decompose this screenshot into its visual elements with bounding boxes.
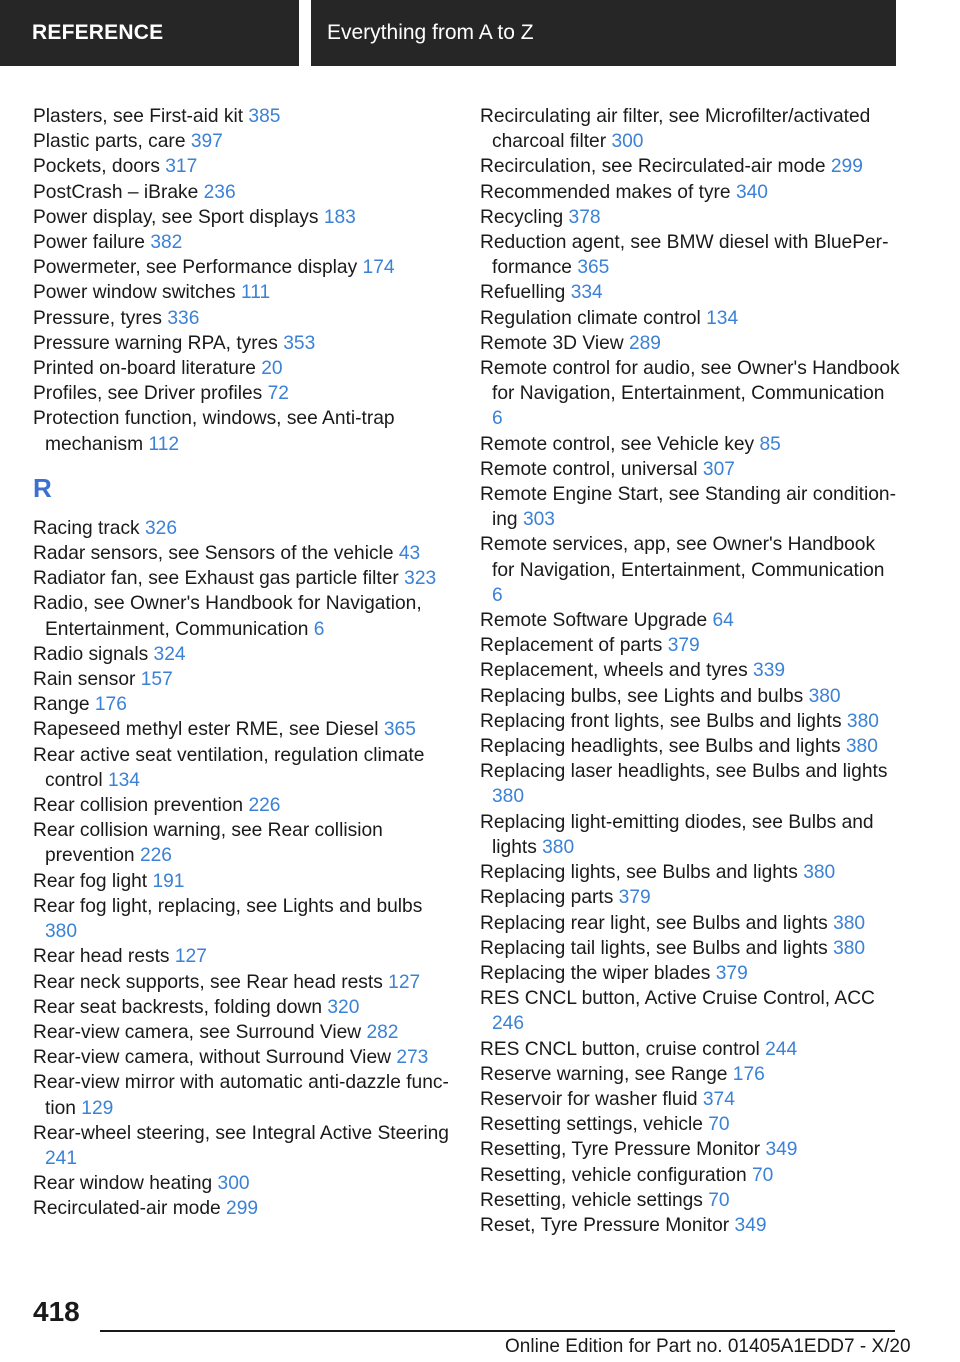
index-entry-text: Replacing tail lights, see Bulbs and lights bbox=[480, 937, 828, 959]
index-entry bbox=[33, 970, 453, 995]
page-reference-link[interactable]: 380 bbox=[808, 685, 841, 707]
index-entry bbox=[480, 331, 900, 356]
index-column-left bbox=[33, 104, 453, 1222]
page-reference-link[interactable]: 300 bbox=[611, 131, 644, 153]
index-entry-text: Remote Engine Start, see Standing air conditioning bbox=[480, 484, 896, 531]
index-entry bbox=[480, 306, 900, 331]
index-entry bbox=[33, 995, 453, 1020]
index-entry bbox=[33, 1045, 453, 1070]
index-entry-text: Rain sensor bbox=[33, 669, 136, 691]
index-entry bbox=[480, 986, 900, 1036]
index-entry bbox=[480, 154, 900, 179]
index-entry-text: Rear head rests bbox=[33, 946, 170, 968]
index-entry bbox=[480, 356, 900, 432]
index-entry-text: Regulation climate control bbox=[480, 307, 701, 329]
index-entry bbox=[480, 1087, 900, 1112]
index-entry-text: Resetting settings, vehicle bbox=[480, 1114, 703, 1136]
index-entry-text: Replacing parts bbox=[480, 887, 614, 909]
index-entry bbox=[33, 154, 453, 179]
index-entry bbox=[33, 944, 453, 969]
page-number: 418 bbox=[33, 1296, 80, 1327]
index-entry bbox=[33, 541, 453, 566]
page-reference-link[interactable]: 273 bbox=[396, 1047, 429, 1069]
index-entry bbox=[33, 255, 453, 280]
index-entry-text: Recirculated-air mode bbox=[33, 1198, 221, 1220]
page-reference-link[interactable]: 380 bbox=[542, 836, 575, 858]
page-reference-link[interactable]: 6 bbox=[313, 618, 325, 640]
index-entry bbox=[33, 717, 453, 742]
page-header bbox=[0, 0, 960, 66]
index-entry bbox=[33, 205, 453, 230]
page-reference-link[interactable]: 236 bbox=[203, 181, 236, 203]
index-entry bbox=[33, 743, 453, 793]
index-entry-text: Remote services, app, see Owner's Handbook for Navigation, Entertainment, Communication bbox=[480, 534, 885, 581]
index-entry bbox=[480, 1037, 900, 1062]
section-label: REFERENCE bbox=[0, 0, 299, 66]
page-reference-link[interactable]: 380 bbox=[45, 921, 78, 943]
page-reference-link[interactable]: 176 bbox=[732, 1063, 765, 1085]
index-entry-text: Replacing rear light, see Bulbs and lights bbox=[480, 912, 828, 934]
page-reference-link[interactable]: 307 bbox=[702, 458, 735, 480]
index-entry bbox=[480, 280, 900, 305]
index-entry-text: Profiles, see Driver profiles bbox=[33, 383, 263, 405]
index-entry bbox=[480, 885, 900, 910]
index-entry bbox=[33, 869, 453, 894]
index-entry-text: Power failure bbox=[33, 232, 145, 254]
page-reference-link[interactable]: 299 bbox=[226, 1198, 259, 1220]
index-entry bbox=[480, 104, 900, 154]
index-entry bbox=[480, 482, 900, 532]
index-entry bbox=[480, 230, 900, 280]
index-entry-text: Reset, Tyre Pressure Monitor bbox=[480, 1214, 730, 1236]
page-reference-link[interactable]: 380 bbox=[492, 786, 525, 808]
index-entry bbox=[480, 961, 900, 986]
index-entry bbox=[480, 532, 900, 608]
page-reference-link[interactable]: 326 bbox=[144, 517, 177, 539]
index-entry bbox=[33, 566, 453, 591]
page-reference-link[interactable]: 379 bbox=[618, 887, 651, 909]
page-reference-link[interactable]: 64 bbox=[712, 610, 734, 632]
index-entry-text: Power display, see Sport displays bbox=[33, 206, 319, 228]
page-reference-link[interactable]: 226 bbox=[139, 845, 172, 867]
index-entry bbox=[33, 516, 453, 541]
index-entry bbox=[33, 104, 453, 129]
page-reference-link[interactable]: 191 bbox=[152, 870, 185, 892]
index-entry-text: Protection function, windows, see Anti-trap mechanism bbox=[33, 408, 395, 455]
index-entry-text: Reserve warning, see Range bbox=[480, 1063, 728, 1085]
page-reference-link[interactable]: 320 bbox=[327, 996, 360, 1018]
index-entry bbox=[480, 432, 900, 457]
index-entry bbox=[33, 356, 453, 381]
page-reference-link[interactable]: 6 bbox=[492, 584, 503, 606]
page-reference-link[interactable]: 226 bbox=[248, 795, 281, 817]
index-entry-text: PostCrash – iBrake bbox=[33, 181, 199, 203]
page-reference-link[interactable]: 20 bbox=[261, 358, 283, 380]
page-reference-link[interactable]: 157 bbox=[140, 669, 173, 691]
page-reference-link[interactable]: 241 bbox=[45, 1147, 78, 1169]
index-entry-text: Powermeter, see Performance display bbox=[33, 257, 358, 279]
index-entry bbox=[33, 381, 453, 406]
index-column-right bbox=[480, 104, 900, 1238]
page-reference-link[interactable]: 365 bbox=[383, 719, 416, 741]
index-entry-text: Remote control, universal bbox=[480, 458, 698, 480]
index-entry-text: Replacement of parts bbox=[480, 635, 663, 657]
index-entry-text: Plastic parts, care bbox=[33, 131, 186, 153]
page-reference-link[interactable]: 244 bbox=[765, 1038, 798, 1060]
index-entry bbox=[33, 692, 453, 717]
index-entry-text: Recommended makes of tyre bbox=[480, 181, 731, 203]
page-reference-link[interactable]: 299 bbox=[830, 156, 863, 178]
footer-divider bbox=[100, 1330, 895, 1332]
page-reference-link[interactable]: 349 bbox=[765, 1139, 798, 1161]
index-entry-text: Replacing light-emitting diodes, see Bulbs and lights bbox=[480, 811, 874, 858]
index-letter-heading: R bbox=[33, 472, 52, 503]
index-entry bbox=[33, 306, 453, 331]
page-reference-link[interactable]: 72 bbox=[267, 383, 289, 405]
page-reference-link[interactable]: 176 bbox=[94, 694, 127, 716]
page-reference-link[interactable]: 289 bbox=[628, 332, 661, 354]
index-entry bbox=[33, 1121, 453, 1171]
page-reference-link[interactable]: 379 bbox=[715, 962, 748, 984]
index-entry-text: Replacing front lights, see Bulbs and lights bbox=[480, 710, 842, 732]
index-entry-text: Recirculation, see Recirculated-air mode bbox=[480, 156, 826, 178]
index-entry-text: Radio, see Owner's Handbook for Navigation, Entertainment, Communication bbox=[33, 593, 422, 640]
index-entry-text: Replacing headlights, see Bulbs and lights bbox=[480, 736, 841, 758]
index-entry bbox=[480, 911, 900, 936]
page-reference-link[interactable]: 380 bbox=[846, 710, 879, 732]
page-reference-link[interactable]: 380 bbox=[833, 937, 866, 959]
index-entry bbox=[480, 608, 900, 633]
page-reference-link[interactable]: 334 bbox=[570, 282, 603, 304]
index-entry-text: Radio signals bbox=[33, 643, 149, 665]
page-reference-link[interactable]: 183 bbox=[323, 206, 356, 228]
index-entry bbox=[33, 180, 453, 205]
index-entry bbox=[33, 230, 453, 255]
index-entry bbox=[480, 936, 900, 961]
index-entry-text: Replacing bulbs, see Lights and bulbs bbox=[480, 685, 804, 707]
index-entry-text: Rear fog light, replacing, see Lights and bulbs bbox=[33, 895, 423, 917]
index-entry bbox=[33, 1070, 453, 1120]
index-entry-text: Rear window heating bbox=[33, 1173, 213, 1195]
index-entry bbox=[480, 1062, 900, 1087]
index-entry bbox=[33, 591, 453, 641]
index-entry-text: Recycling bbox=[480, 206, 564, 228]
index-entry-text: Radar sensors, see Sensors of the vehicle bbox=[33, 543, 394, 565]
index-entry-text: Rear-view camera, without Surround View bbox=[33, 1047, 391, 1069]
page-reference-link[interactable]: 129 bbox=[81, 1097, 114, 1119]
page-reference-link[interactable]: 85 bbox=[759, 433, 781, 455]
page-reference-link[interactable]: 380 bbox=[845, 736, 878, 758]
index-entry bbox=[480, 658, 900, 683]
index-entry-text: Remote control for audio, see Owner's Handbook for Navigation, Entertainment, Communication bbox=[480, 358, 900, 405]
index-entry bbox=[480, 810, 900, 860]
index-entry bbox=[480, 205, 900, 230]
page-reference-link[interactable]: 246 bbox=[492, 1013, 525, 1035]
page-reference-link[interactable]: 134 bbox=[706, 307, 739, 329]
index-entry-text: Pockets, doors bbox=[33, 156, 160, 178]
index-entry-text: Remote Software Upgrade bbox=[480, 610, 708, 632]
index-entry-text: Rear active seat ventilation, regulation climate control bbox=[33, 744, 425, 791]
page-reference-link[interactable]: 70 bbox=[708, 1189, 730, 1211]
edition-note: Online Edition for Part no. 01405A1EDD7 - X/20 bbox=[505, 1336, 911, 1357]
index-entry bbox=[33, 280, 453, 305]
index-entry bbox=[480, 709, 900, 734]
page-reference-link[interactable]: 323 bbox=[404, 568, 437, 590]
index-entry bbox=[33, 406, 453, 456]
page-reference-link[interactable]: 397 bbox=[190, 131, 223, 153]
index-entry-text: Rear-view mirror with automatic anti-dazzle function bbox=[33, 1072, 449, 1119]
index-entry-text: Rear collision prevention bbox=[33, 795, 244, 817]
index-entry bbox=[33, 642, 453, 667]
page-reference-link[interactable]: 339 bbox=[753, 660, 786, 682]
page-reference-link[interactable]: 379 bbox=[667, 635, 700, 657]
index-entry-text: Rear seat backrests, folding down bbox=[33, 996, 323, 1018]
index-entry bbox=[33, 793, 453, 818]
index-entry-text: Rear-wheel steering, see Integral Active Steering bbox=[33, 1122, 449, 1144]
index-entry-text: Rear-view camera, see Surround View bbox=[33, 1021, 362, 1043]
index-entry-text: RES CNCL button, cruise control bbox=[480, 1038, 760, 1060]
page-reference-link[interactable]: 43 bbox=[398, 543, 421, 565]
index-entry bbox=[480, 684, 900, 709]
index-entry-text: Resetting, Tyre Pressure Monitor bbox=[480, 1139, 761, 1161]
index-entry bbox=[33, 1196, 453, 1221]
page-reference-link[interactable]: 127 bbox=[388, 971, 421, 993]
index-entry bbox=[33, 1020, 453, 1045]
index-entry-text: Radiator fan, see Exhaust gas particle filter bbox=[33, 568, 399, 590]
page-reference-link[interactable]: 303 bbox=[522, 509, 555, 531]
index-entry-text: Power window switches bbox=[33, 282, 236, 304]
index-entry-text: Resetting, vehicle configuration bbox=[480, 1164, 747, 1186]
page-reference-link[interactable]: 365 bbox=[577, 257, 610, 279]
index-entry-text: Pressure, tyres bbox=[33, 307, 163, 329]
index-entry-text: Rapeseed methyl ester RME, see Diesel bbox=[33, 719, 379, 741]
index-entry-text: Range bbox=[33, 694, 90, 716]
index-entry bbox=[480, 734, 900, 759]
page-reference-link[interactable]: 385 bbox=[248, 106, 281, 127]
page-reference-link[interactable]: 317 bbox=[165, 156, 198, 178]
index-entry bbox=[480, 1112, 900, 1137]
index-entry-text: Plasters, see First-aid kit bbox=[33, 106, 244, 127]
chapter-title: Everything from A to Z bbox=[311, 0, 896, 66]
page-reference-link[interactable]: 382 bbox=[150, 232, 183, 254]
index-entry bbox=[480, 633, 900, 658]
index-entry-text: Recirculating air filter, see Microfilter/activated charcoal filter bbox=[480, 106, 871, 153]
index-entry bbox=[480, 860, 900, 885]
page-reference-link[interactable]: 380 bbox=[803, 862, 836, 884]
index-entry-text: Reduction agent, see BMW diesel with BluePerformance bbox=[480, 232, 889, 279]
page-reference-link[interactable]: 134 bbox=[107, 769, 140, 791]
index-entry-text: Racing track bbox=[33, 517, 140, 539]
page-reference-link[interactable]: 340 bbox=[735, 181, 768, 203]
page-reference-link[interactable]: 353 bbox=[283, 332, 316, 354]
index-entry bbox=[33, 894, 453, 944]
index-entry-text: Replacement, wheels and tyres bbox=[480, 660, 748, 682]
page-reference-link[interactable]: 336 bbox=[167, 307, 200, 329]
index-entry-text: Reservoir for washer fluid bbox=[480, 1088, 698, 1110]
index-entry-text: Printed on-board literature bbox=[33, 358, 256, 380]
index-entry-text: Remote 3D View bbox=[480, 332, 624, 354]
index-entry bbox=[480, 1188, 900, 1213]
index-entry bbox=[480, 1163, 900, 1188]
index-entry-text: Rear neck supports, see Rear head rests bbox=[33, 971, 383, 993]
index-entry-text: Resetting, vehicle settings bbox=[480, 1189, 703, 1211]
page-reference-link[interactable]: 374 bbox=[702, 1088, 735, 1110]
index-entry-text: Replacing laser headlights, see Bulbs and lights bbox=[480, 761, 888, 783]
index-entry bbox=[480, 180, 900, 205]
page-reference-link[interactable]: 282 bbox=[366, 1021, 399, 1043]
index-entry bbox=[480, 1213, 900, 1238]
page-reference-link[interactable]: 380 bbox=[833, 912, 866, 934]
page-reference-link[interactable]: 174 bbox=[362, 257, 395, 279]
page-reference-link[interactable]: 6 bbox=[492, 408, 503, 430]
index-entry bbox=[480, 1137, 900, 1162]
index-entry bbox=[33, 129, 453, 154]
page-reference-link[interactable]: 378 bbox=[568, 206, 601, 228]
index-entry-text: RES CNCL button, Active Cruise Control, ACC bbox=[480, 988, 875, 1010]
page-reference-link[interactable]: 70 bbox=[708, 1114, 730, 1136]
page-reference-link[interactable]: 324 bbox=[153, 643, 186, 665]
page-reference-link[interactable]: 349 bbox=[734, 1214, 767, 1236]
index-entry-text: Rear collision warning, see Rear collision prevention bbox=[33, 820, 383, 867]
index-entry bbox=[33, 667, 453, 692]
page-reference-link[interactable]: 70 bbox=[752, 1164, 774, 1186]
index-entry-text: Rear fog light bbox=[33, 870, 148, 892]
index-entry-text: Remote control, see Vehicle key bbox=[480, 433, 755, 455]
index-entry-text: Pressure warning RPA, tyres bbox=[33, 332, 278, 354]
index-entry bbox=[480, 759, 900, 809]
index-entry-text: Replacing the wiper blades bbox=[480, 962, 711, 984]
page-reference-link[interactable]: 112 bbox=[148, 433, 180, 455]
page-reference-link[interactable]: 127 bbox=[174, 946, 207, 968]
index-entry-text: Replacing lights, see Bulbs and lights bbox=[480, 862, 798, 884]
page-reference-link[interactable]: 111 bbox=[240, 282, 271, 304]
index-entry-text: Refuelling bbox=[480, 282, 566, 304]
page-reference-link[interactable]: 300 bbox=[217, 1173, 250, 1195]
index-entry bbox=[33, 818, 453, 868]
index-entry bbox=[480, 457, 900, 482]
index-entry bbox=[33, 1171, 453, 1196]
index-entry bbox=[33, 331, 453, 356]
